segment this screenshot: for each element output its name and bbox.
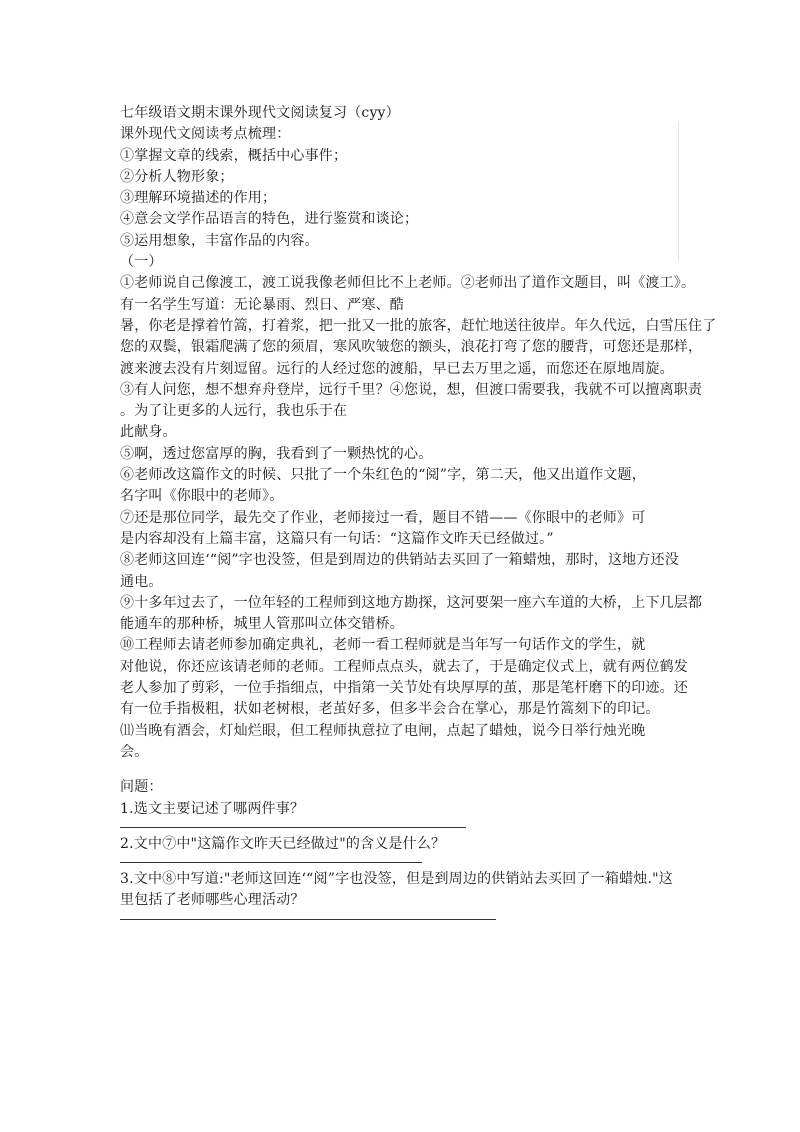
passage-line: 渡来渡去没有片刻逗留。远行的人经过您的渡船，早已去万里之遥，而您还在原地周旋。 xyxy=(120,360,674,377)
passage-line: 此献身。 xyxy=(120,424,177,441)
section-label: （一） xyxy=(120,254,163,271)
passage-line: 通电。 xyxy=(120,573,163,590)
passage-line: ⑦还是那位同学，最先交了作业，老师接过一看，题目不错——《你眼中的老师》可 xyxy=(120,509,646,526)
outline-point: ④意会文学作品语言的特色，进行鉴赏和谈论； xyxy=(120,211,419,228)
outline-point: ①掌握文章的线索，概括中心事件； xyxy=(120,147,348,164)
question-2: 2.文中⑦中"这篇作文昨天已经做过"的含义是什么？ xyxy=(120,835,446,852)
passage-line: 。为了让更多的人远行，我也乐于在 xyxy=(120,403,348,420)
question-3: 3.文中⑧中写道:"老师这回连‘“阅”字也没签，但是到周边的供销站去买回了一箱蜡烛."这 xyxy=(120,871,673,888)
outline-heading: 课外现代文阅读考点梳理： xyxy=(120,126,291,143)
document-title: 七年级语文期末课外现代文阅读复习（cyy） xyxy=(120,105,400,121)
question-1: 1.选文主要记述了哪两件事？ xyxy=(120,800,305,817)
answer-blank[interactable] xyxy=(120,862,422,863)
passage-line: 对他说，你还应该请老师的老师。工程师点点头，就去了，于是确定仪式上，就有两位鹤发 xyxy=(120,658,688,675)
passage-line: ⑨十多年过去了，一位年轻的工程师到这地方勘探，这河要架一座六车道的大桥，上下几层都 xyxy=(120,594,703,611)
passage-line: ⑤啊，透过您富厚的胸，我看到了一颗热忱的心。 xyxy=(120,445,433,462)
passage-line: 是内容却没有上篇丰富，这篇只有一句话：“这篇作文昨天已经做过。” xyxy=(120,530,554,547)
passage-line: 能通车的那种桥，城里人管那叫立体交错桥。 xyxy=(120,616,404,633)
passage-line: ①老师说自己像渡工，渡工说我像老师但比不上老师。②老师出了道作文题目，叫《渡工》。 xyxy=(120,275,696,292)
outline-point: ⑤运用想象，丰富作品的内容。 xyxy=(120,232,319,249)
outline-point: ②分析人物形象； xyxy=(120,168,234,185)
passage-line: ⑩工程师去请老师参加确定典礼，老师一看工程师就是当年写一句话作文的学生，就 xyxy=(120,637,646,654)
passage-line: 有一位手指极粗，状如老树根，老茧好多，但多半会合在掌心，那是竹篙刻下的印记。 xyxy=(120,701,660,718)
passage-line: 有一名学生写道：无论暴雨、烈日、严寒、酷 xyxy=(120,296,404,313)
passage-line: 暑，你老是撑着竹篙，打着浆，把一批又一批的旅客，赶忙地送往彼岸。年久代远，白雪压住了 xyxy=(120,317,717,334)
questions-heading: 问题： xyxy=(120,779,163,796)
question-3-continued: 里包括了老师哪些心理活动？ xyxy=(120,892,305,909)
passage-line: 名字叫《你眼中的老师》。 xyxy=(120,488,284,505)
passage-line: 您的双鬓，银霜爬满了您的须眉，寒风吹皱您的额头，浪花打弯了您的腰背，可您还是那样， xyxy=(120,339,703,356)
answer-blank[interactable] xyxy=(120,919,496,920)
passage-line: ⑾当晚有酒会，灯灿烂眼，但工程师执意拉了电闸，点起了蜡烛，说今日举行烛光晚 xyxy=(120,722,646,739)
passage-line: 老人参加了剪彩，一位手指细点，中指第一关节处有块厚厚的茧，那是笔杆磨下的印迹。还 xyxy=(120,680,688,697)
passage-line: ⑥老师改这篇作文的时候、只批了一个朱红色的“阅”字，第二天，他又出道作文题， xyxy=(120,467,646,484)
answer-blank[interactable] xyxy=(120,827,466,828)
document-body xyxy=(120,103,760,926)
outline-point: ③理解环境描述的作用； xyxy=(120,190,277,207)
passage-line: 会。 xyxy=(120,743,149,760)
passage-line: ③有人问您，想不想弃舟登岸，远行千里？④您说，想，但渡口需要我，我就不可以擅离职责 xyxy=(120,381,703,398)
passage-line: ⑧老师这回连‘“阅”字也没签，但是到周边的供销站去买回了一箱蜡烛，那时，这地方还没 xyxy=(120,552,679,569)
